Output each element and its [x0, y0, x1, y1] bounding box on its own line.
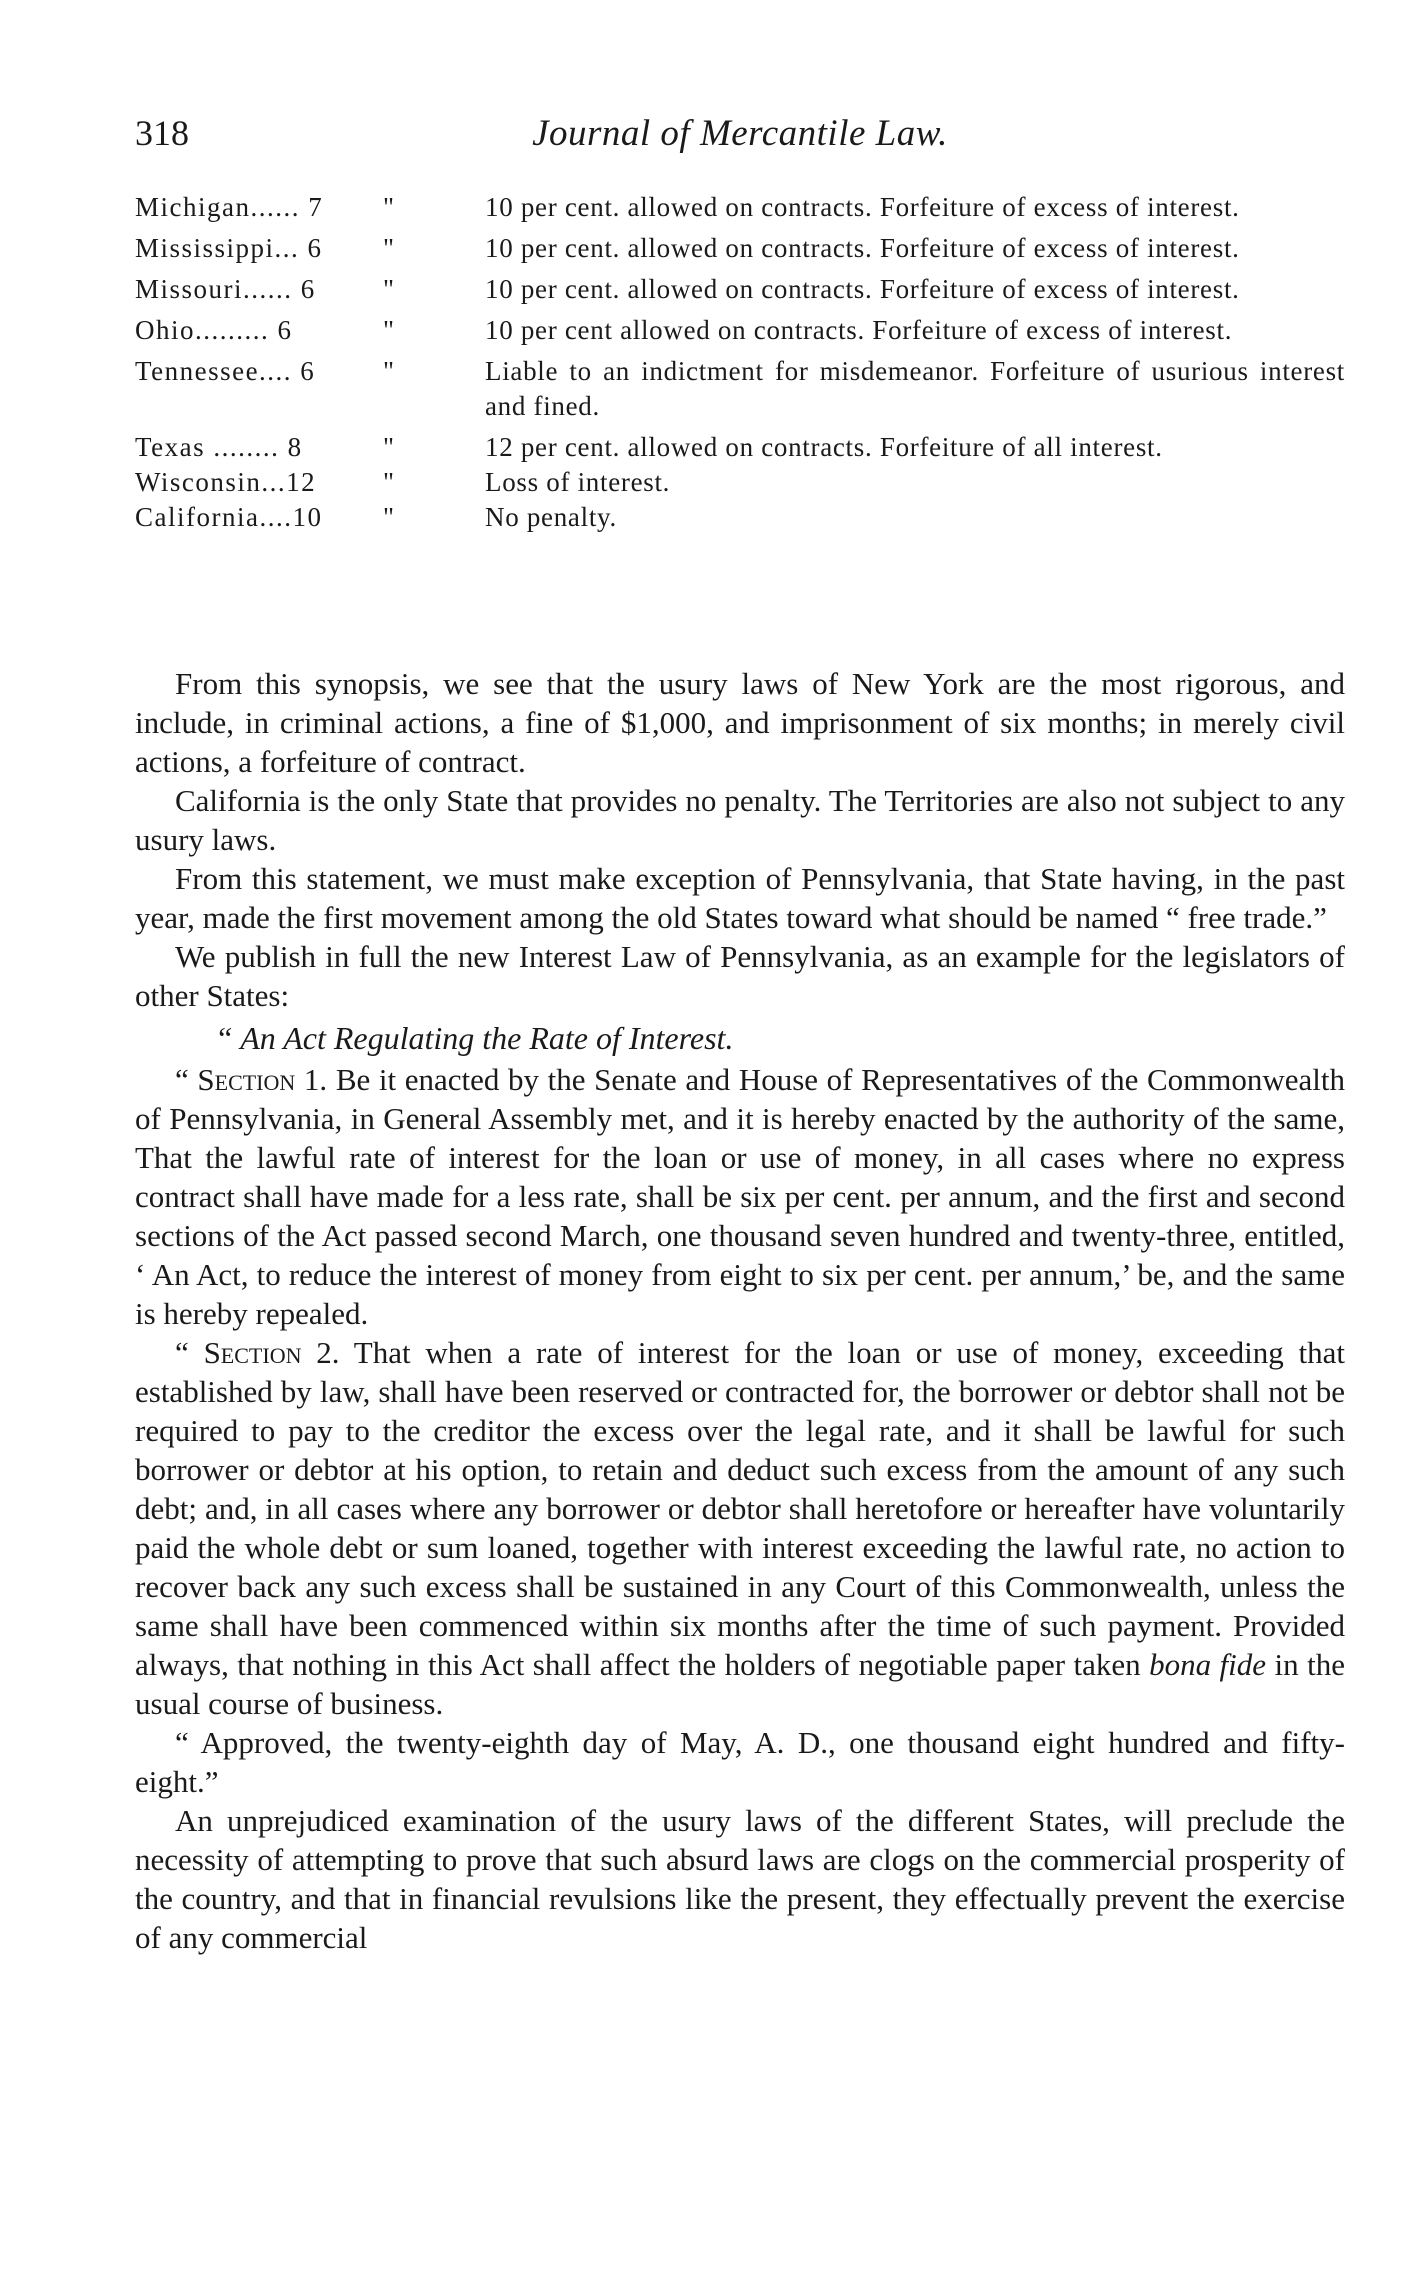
rate-state: Ohio......... 6: [135, 315, 293, 345]
ditto-mark: ": [383, 315, 395, 345]
rate-text: Liable to an indictment for misdemeanor. Forfeiture of usurious interest and fined.: [485, 356, 1345, 421]
rate-row: [135, 190, 1345, 225]
rate-state: Mississippi... 6: [135, 233, 323, 263]
ditto-mark: ": [383, 274, 395, 304]
rate-state: Texas ........ 8: [135, 432, 303, 462]
rate-row: [135, 500, 1345, 535]
rate-state: Wisconsin...12: [135, 467, 317, 497]
rate-text: 10 per cent. allowed on contracts. Forfeiture of excess of interest.: [485, 192, 1240, 222]
paragraph: An unprejudiced examination of the usury laws of the different States, will preclude the necessity of attempting to prove that such absurd laws are clogs on the commercial prosperity of the country, and that in financial revulsions like the present, they effectually prevent the exercise of any commercial: [135, 1803, 1345, 1955]
rate-state: Missouri...... 6: [135, 274, 316, 304]
usury-rate-table: [135, 190, 1345, 535]
rate-text: 10 per cent. allowed on contracts. Forfeiture of excess of interest.: [485, 233, 1240, 263]
paragraph: We publish in full the new Interest Law of Pennsylvania, as an example for the legislators of other States:: [135, 939, 1345, 1013]
section-label: “ Section 2.: [175, 1335, 340, 1370]
rate-text: 10 per cent allowed on contracts. Forfeiture of excess of interest.: [485, 315, 1233, 345]
section-text: in the usual course of business.: [135, 1647, 1345, 1721]
rate-row: [135, 430, 1345, 465]
paragraph: From this synopsis, we see that the usury laws of New York are the most rigorous, and include, in criminal actions, a fine of $1,000, and imprisonment of six months; in merely civil actions, a forfeiture of contract.: [135, 666, 1345, 779]
paragraph: California is the only State that provides no penalty. The Territories are also not subject to any usury laws.: [135, 783, 1345, 857]
ditto-mark: ": [383, 356, 395, 386]
section-label: “ Section 1.: [175, 1062, 328, 1097]
article-body: [135, 664, 1345, 1957]
ditto-mark: ": [383, 192, 395, 222]
rate-row: [135, 313, 1345, 348]
rate-state: California....10: [135, 502, 323, 532]
rate-row: [135, 231, 1345, 266]
rate-text: 10 per cent. allowed on contracts. Forfeiture of excess of interest.: [485, 274, 1240, 304]
section-text: Be it enacted by the Senate and House of Representatives of the Commonwealth of Pennsylvania, in General Assembly met, and it is hereby enacted by the authority of the same, That the lawful rate of interest for the loan or use of money, in all cases where no express contract shall have made for a less rate, shall be six per cent. per annum, and the first and second sections of the Act passed second March, one thousand seven hundred and twenty-three, entitled, ‘ An Act, to reduce the interest of money from eight to six per cent. per annum,’ be, and the same is hereby repealed.: [135, 1062, 1345, 1331]
ditto-mark: ": [383, 467, 395, 497]
ditto-mark: ": [383, 502, 395, 532]
italic-phrase: bona fide: [1149, 1647, 1267, 1682]
section-2: [135, 1333, 1345, 1723]
act-title: “ An Act Regulating the Rate of Interest.: [215, 1020, 734, 1056]
approval-line: “ Approved, the twenty-eighth day of May, A. D., one thousand eight hundred and fifty-eight.”: [135, 1725, 1345, 1799]
rate-row: [135, 272, 1345, 307]
section-text: That when a rate of interest for the loan or use of money, exceeding that established by law, shall have been reserved or contracted for, the borrower or debtor shall not be required to pay to the creditor the excess over the legal rate, and it shall be lawful for such borrower or debtor at his option, to retain and deduct such excess from the amount of any such debt; and, in all cases where any borrower or debtor shall heretofore or hereafter have voluntarily paid the whole debt or sum loaned, together with interest exceeding the lawful rate, no action to recover back any such excess shall be sustained in any Court of this Commonwealth, unless the same shall have been commenced within six months after the time of such payment. Provided always, that nothing in this Act shall affect the holders of negotiable paper taken: [135, 1335, 1345, 1682]
rate-text: Loss of interest.: [485, 467, 671, 497]
section-1: [135, 1060, 1345, 1333]
page-number: 318: [135, 113, 189, 153]
rate-state: Michigan...... 7: [135, 192, 324, 222]
rate-text: 12 per cent. allowed on contracts. Forfeiture of all interest.: [485, 432, 1163, 462]
ditto-mark: ": [383, 432, 395, 462]
rate-row: [135, 354, 1345, 424]
running-title: Journal of Mercantile Law.: [532, 113, 948, 154]
page-header: [135, 112, 1345, 162]
rate-text: No penalty.: [485, 502, 617, 532]
rate-row: [135, 465, 1345, 500]
ditto-mark: ": [383, 233, 395, 263]
rate-state: Tennessee.... 6: [135, 356, 316, 386]
paragraph: From this statement, we must make exception of Pennsylvania, that State having, in the past year, made the first movement among the old States toward what should be named “ free trade.”: [135, 861, 1345, 935]
